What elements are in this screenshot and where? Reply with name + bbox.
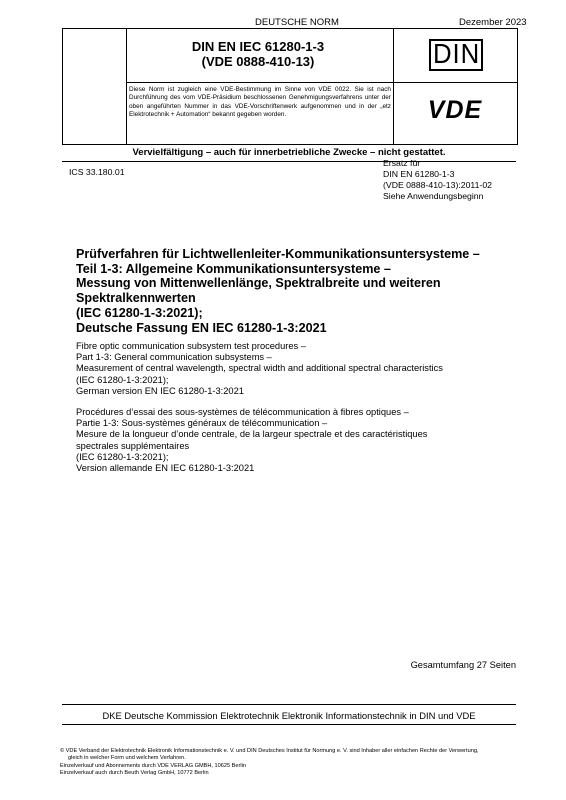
title-line: Fibre optic communication subsystem test procedures – <box>76 341 306 351</box>
title-line: (IEC 61280-1-3:2021); <box>76 451 169 462</box>
divider <box>62 724 516 725</box>
reproduction-notice: Vervielfältigung – auch für innerbetriebliche Zwecke – nicht gestattet. <box>132 147 446 158</box>
title-german <box>76 247 496 335</box>
title-line: Mesure de la longueur d’onde centrale, de la largeur spectrale et des caractéristiques <box>76 429 428 440</box>
title-line: Partie 1-3: Sous-systèmes généraux de télécommunication – <box>76 418 328 429</box>
copyright-footer <box>60 748 520 777</box>
title-line: Part 1-3: General communication subsystems – <box>76 352 272 363</box>
replacement-info <box>383 158 492 202</box>
title-line: Measurement of central wavelength, spectral width and additional spectral characteristics <box>76 363 443 374</box>
title-line: (IEC 61280-1-3:2021); <box>76 374 169 385</box>
document-number-block <box>126 39 390 69</box>
title-line: spectrales supplémentaires <box>76 440 190 451</box>
replacement-line: Ersatz für <box>383 158 421 168</box>
vde-notice: Diese Norm ist zugleich eine VDE-Bestimmung im Sinne von VDE 0022. Sie ist nach Durchführung des vom VDE-Präsidium beschlossenen Genehmigungsverfahrens unter der oben angeführten Nummer in das VDE-Vorschriftenwerk aufgenommen und in der „etz Elektrotechnik + Automation“ bekannt gegeben worden. <box>129 86 391 118</box>
vde-classification-number: (VDE 0888-410-13) <box>201 54 315 69</box>
publication-date: Dezember 2023 <box>459 17 527 28</box>
dke-line: DKE Deutsche Kommission Elektrotechnik Elektronik Informationstechnik in DIN und VDE <box>102 710 476 721</box>
replacement-line: (VDE 0888-410-13):2011-02 <box>383 180 492 190</box>
title-line: Deutsche Fassung EN IEC 61280-1-3:2021 <box>76 320 327 335</box>
replacement-line: DIN EN 61280-1-3 <box>383 169 455 179</box>
title-line: Version allemande EN IEC 61280-1-3:2021 <box>76 463 255 474</box>
ics-code: ICS 33.180.01 <box>69 167 125 177</box>
divider <box>62 704 516 705</box>
title-line: German version EN IEC 61280-1-3:2021 <box>76 385 244 396</box>
title-line: Spektralkennwerten <box>76 291 196 306</box>
title-line: Procédures d’essai des sous-systèmes de télécommunication à fibres optiques – <box>76 407 409 417</box>
footer-line: © VDE Verband der Elektrotechnik Elektronik Informationstechnik e. V. und DIN Deutsches Institut für Normung e. V. sind Inhaber aller einfachen Rechte der Verwertung, <box>60 748 479 754</box>
title-french <box>76 407 506 474</box>
title-line: (IEC 61280-1-3:2021); <box>76 305 203 320</box>
title-line: Teil 1-3: Allgemeine Kommunikationsuntersysteme – <box>76 261 391 276</box>
title-english <box>76 341 506 397</box>
title-line: Prüfverfahren für Lichtwellenleiter-Kommunikationsuntersysteme – <box>76 247 480 261</box>
replacement-line: Siehe Anwendungsbeginn <box>383 191 484 201</box>
footer-line: Einzelverkauf auch durch Beuth Verlag GmbH, 10772 Berlin <box>60 769 209 776</box>
total-pages: Gesamtumfang 27 Seiten <box>410 660 516 670</box>
din-logo <box>429 39 483 71</box>
header-box <box>62 28 518 145</box>
vde-logo: VDE <box>427 96 483 124</box>
document-number: DIN EN IEC 61280-1-3 <box>191 39 325 54</box>
title-line: Messung von Mittenwellenlänge, Spektralbreite und weiteren <box>76 276 441 291</box>
footer-line: gleich in welcher Form und welchem Verfahren. <box>68 755 186 762</box>
footer-line: Einzelverkauf und Abonnements durch VDE VERLAG GMBH, 10625 Berlin <box>60 762 246 769</box>
din-logo-text: DIN <box>433 38 481 69</box>
standard-type-label: DEUTSCHE NORM <box>255 17 339 28</box>
